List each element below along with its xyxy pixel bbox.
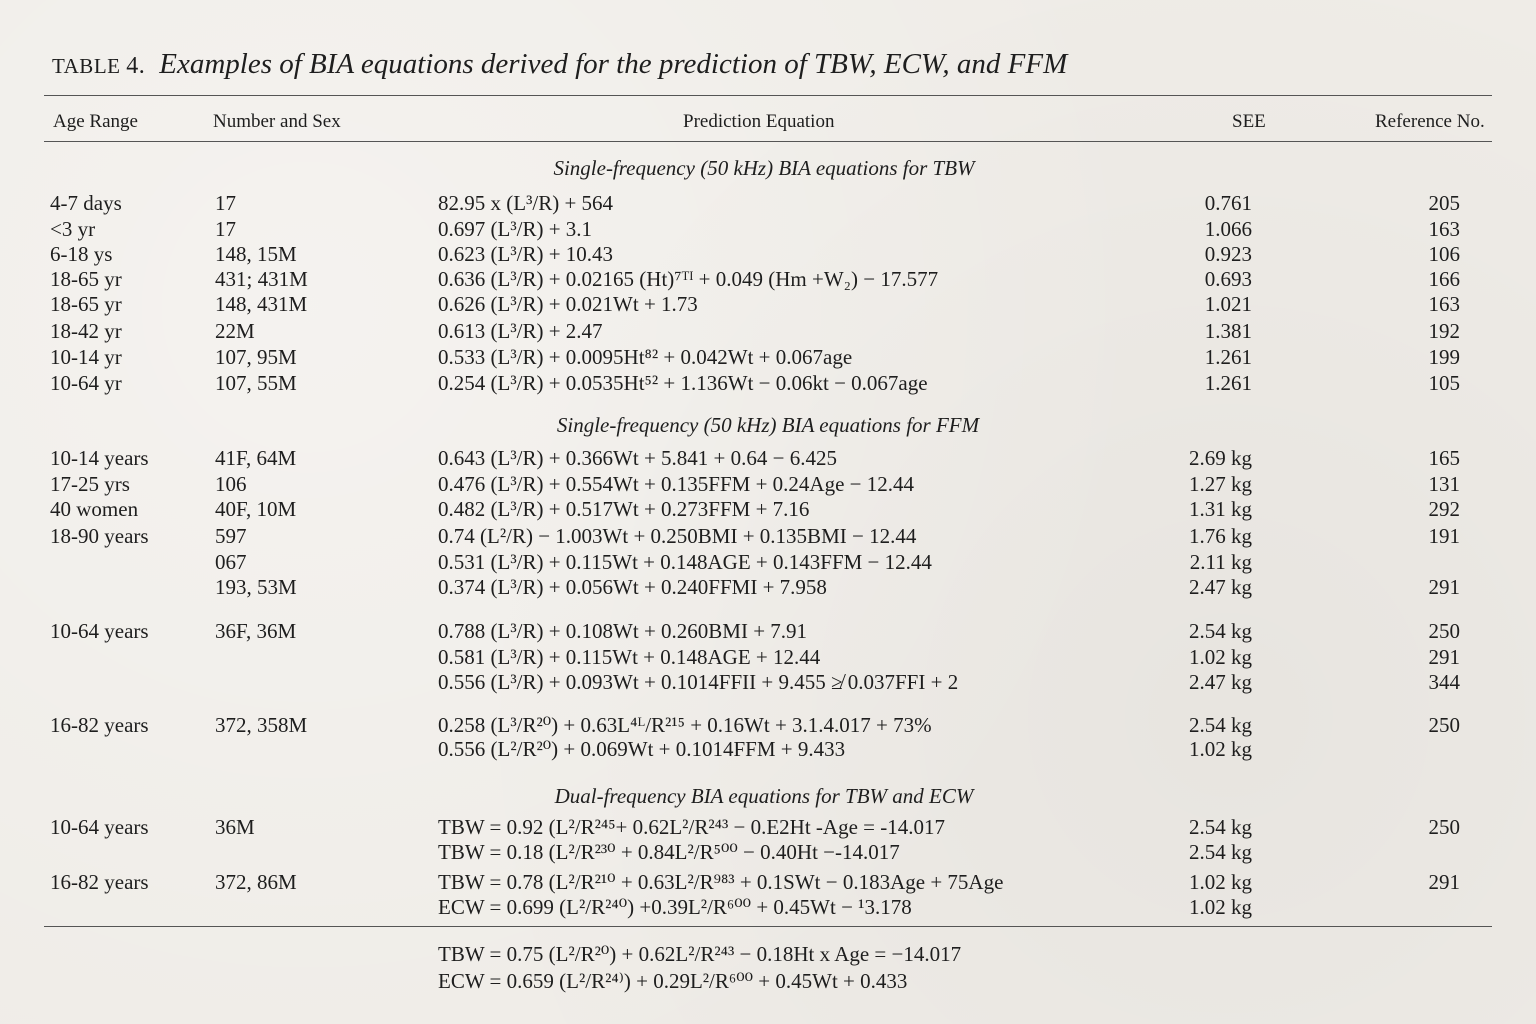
- table-row: [0, 895, 1536, 921]
- table-row: [0, 345, 1536, 371]
- cell-see: 0.923: [1204, 242, 1252, 266]
- cell-see: 1.27 kg: [1189, 472, 1252, 496]
- table-row: [0, 737, 1536, 763]
- cell-number-sex: 107, 55M: [215, 371, 297, 395]
- cell-age-range: 18-90 years: [50, 524, 149, 548]
- cell-reference-no: 344: [1428, 670, 1460, 694]
- cell-age-range: 16-82 years: [50, 713, 149, 737]
- footer-equation: TBW = 0.75 (L²/R²⁰) + 0.62L²/R²⁴³ − 0.18Ht x Age = −14.017: [438, 942, 962, 966]
- cell-see: 2.54 kg: [1189, 815, 1252, 839]
- cell-see: 2.54 kg: [1189, 713, 1252, 737]
- cell-see: 1.261: [1204, 371, 1252, 395]
- cell-number-sex: 107, 95M: [215, 345, 297, 369]
- table-caption: Examples of BIA equations derived for the prediction of TBW, ECW, and FFM: [159, 48, 1068, 80]
- section-heading-dual-frequency: Dual-frequency BIA equations for TBW and ECW: [554, 784, 974, 808]
- cell-age-range: 16-82 years: [50, 870, 149, 894]
- cell-see: 2.11 kg: [1189, 550, 1252, 574]
- cell-see: 2.54 kg: [1189, 619, 1252, 643]
- cell-number-sex: 597: [215, 524, 247, 548]
- table-row: [0, 371, 1536, 397]
- cell-age-range: 6-18 ys: [50, 242, 113, 266]
- cell-reference-no: 291: [1428, 870, 1460, 894]
- table-row: [0, 645, 1536, 671]
- cell-prediction-equation: TBW = 0.18 (L²/R²³⁰ + 0.84L²/R⁵⁰⁰ − 0.40Ht −-14.017: [438, 840, 900, 864]
- cell-prediction-equation: 0.788 (L³/R) + 0.108Wt + 0.260BMI + 7.91: [438, 619, 808, 643]
- cell-reference-no: 163: [1428, 292, 1460, 316]
- cell-prediction-equation: 0.254 (L³/R) + 0.0535Ht⁵² + 1.136Wt − 0.06kt − 0.067age: [438, 371, 928, 395]
- top-rule: [44, 95, 1492, 96]
- header-number-sex: Number and Sex: [213, 111, 341, 132]
- cell-reference-no: 163: [1428, 217, 1460, 241]
- cell-age-range: 17-25 yrs: [50, 472, 130, 496]
- cell-prediction-equation: 0.626 (L³/R) + 0.021Wt + 1.73: [438, 292, 698, 316]
- header-prediction-equation: Prediction Equation: [683, 111, 835, 132]
- cell-reference-no: 192: [1428, 319, 1460, 343]
- table-row: [0, 446, 1536, 472]
- cell-number-sex: 431; 431M: [215, 267, 308, 291]
- cell-reference-no: 291: [1428, 645, 1460, 669]
- cell-age-range: 18-42 yr: [50, 319, 122, 343]
- cell-reference-no: 199: [1428, 345, 1460, 369]
- table-row: [0, 870, 1536, 896]
- cell-prediction-equation: 0.482 (L³/R) + 0.517Wt + 0.273FFM + 7.16: [438, 497, 810, 521]
- cell-number-sex: 41F, 64M: [215, 446, 297, 470]
- cell-reference-no: 250: [1428, 713, 1460, 737]
- cell-see: 1.02 kg: [1189, 870, 1252, 894]
- cell-prediction-equation: 0.258 (L³/R²⁰) + 0.63L⁴ᴸ/R²¹⁵ + 0.16Wt + 3.1.4.017 + 73%: [438, 713, 932, 737]
- table-row: [0, 575, 1536, 601]
- cell-reference-no: 292: [1428, 497, 1460, 521]
- cell-prediction-equation: 0.697 (L³/R) + 3.1: [438, 217, 593, 241]
- cell-prediction-equation: ECW = 0.699 (L²/R²⁴⁰) +0.39L²/R⁶⁰⁰ + 0.45Wt − ¹3.178: [438, 895, 912, 919]
- cell-prediction-equation: 0.476 (L³/R) + 0.554Wt + 0.135FFM + 0.24Age − 12.44: [438, 472, 914, 496]
- table-label: [52, 54, 145, 78]
- cell-age-range: 18-65 yr: [50, 292, 122, 316]
- cell-see: 1.31 kg: [1189, 497, 1252, 521]
- cell-prediction-equation: 0.643 (L³/R) + 0.366Wt + 5.841 + 0.64 − 6.425: [438, 446, 837, 470]
- header-see: SEE: [1232, 111, 1266, 132]
- cell-age-range: 40 women: [50, 497, 139, 521]
- cell-prediction-equation: 0.581 (L³/R) + 0.115Wt + 0.148AGE + 12.44: [438, 645, 821, 669]
- cell-prediction-equation: TBW = 0.78 (L²/R²¹⁰ + 0.63L²/R⁹⁸³ + 0.1SWt − 0.183Age + 75Age: [438, 870, 1004, 894]
- cell-prediction-equation: 0.556 (L³/R) + 0.093Wt + 0.1014FFII + 9.455 ≱ 0.037FFI + 2: [438, 670, 959, 694]
- footer-equation: ECW = 0.659 (L²/R²⁴⁾) + 0.29L²/R⁶⁰⁰ + 0.45Wt + 0.433: [438, 969, 908, 993]
- cell-reference-no: 191: [1428, 524, 1460, 548]
- cell-prediction-equation: TBW = 0.92 (L²/R²⁴⁵+ 0.62L²/R²⁴³ − 0.E2Ht -Age = -14.017: [438, 815, 945, 839]
- table-row: [0, 670, 1536, 696]
- cell-reference-no: 166: [1428, 267, 1460, 291]
- table-row: [0, 840, 1536, 866]
- cell-number-sex: 148, 15M: [215, 242, 297, 266]
- table-row: [0, 472, 1536, 498]
- cell-reference-no: 205: [1428, 191, 1460, 215]
- table-row: [0, 524, 1536, 550]
- cell-prediction-equation: 0.636 (L³/R) + 0.02165 (Ht)⁷ᵀᴵ + 0.049 (Hm +W₂) − 17.577: [438, 267, 939, 291]
- table-row: [0, 292, 1536, 318]
- cell-see: 0.693: [1204, 267, 1252, 291]
- cell-see: 1.021: [1204, 292, 1252, 316]
- cell-reference-no: 165: [1428, 446, 1460, 470]
- cell-number-sex: 193, 53M: [215, 575, 297, 599]
- cell-number-sex: 148, 431M: [215, 292, 308, 316]
- cell-prediction-equation: 82.95 x (L³/R) + 564: [438, 191, 614, 215]
- section-heading-tbw: Single-frequency (50 kHz) BIA equations for TBW: [553, 156, 975, 180]
- cell-prediction-equation: 0.623 (L³/R) + 10.43: [438, 242, 614, 266]
- cell-age-range: 10-64 years: [50, 815, 149, 839]
- table-row: [0, 191, 1536, 217]
- cell-age-range: 18-65 yr: [50, 267, 122, 291]
- cell-number-sex: 106: [215, 472, 247, 496]
- cell-age-range: 10-14 years: [50, 446, 149, 470]
- cell-prediction-equation: 0.613 (L³/R) + 2.47: [438, 319, 603, 343]
- table-row: [0, 217, 1536, 243]
- cell-number-sex: 067: [215, 550, 247, 574]
- header-age-range: Age Range: [53, 111, 138, 132]
- cell-see: 2.54 kg: [1189, 840, 1252, 864]
- cell-see: 1.02 kg: [1189, 895, 1252, 919]
- cell-see: 1.02 kg: [1189, 645, 1252, 669]
- table-row: [0, 497, 1536, 523]
- cell-age-range: <3 yr: [50, 217, 96, 241]
- cell-number-sex: 372, 86M: [215, 870, 297, 894]
- cell-reference-no: 105: [1428, 371, 1460, 395]
- cell-reference-no: 106: [1428, 242, 1460, 266]
- cell-number-sex: 36M: [215, 815, 255, 839]
- bottom-rule: [44, 926, 1492, 927]
- cell-prediction-equation: 0.556 (L²/R²⁰) + 0.069Wt + 0.1014FFM + 9.433: [438, 737, 846, 761]
- cell-see: 0.761: [1204, 191, 1252, 215]
- table-row: [0, 550, 1536, 576]
- table-number: 4.: [126, 53, 146, 79]
- table-row: [0, 815, 1536, 841]
- cell-age-range: 4-7 days: [50, 191, 122, 215]
- cell-reference-no: 291: [1428, 575, 1460, 599]
- cell-prediction-equation: 0.374 (L³/R) + 0.056Wt + 0.240FFMI + 7.958: [438, 575, 827, 599]
- cell-reference-no: 250: [1428, 815, 1460, 839]
- cell-reference-no: 250: [1428, 619, 1460, 643]
- cell-age-range: 10-64 years: [50, 619, 149, 643]
- cell-see: 2.47 kg: [1189, 575, 1252, 599]
- table-row: [0, 267, 1536, 293]
- cell-number-sex: 17: [215, 217, 236, 241]
- table-row: [0, 619, 1536, 645]
- cell-see: 1.02 kg: [1189, 737, 1252, 761]
- header-rule: [44, 141, 1492, 142]
- table-row: [0, 242, 1536, 268]
- cell-prediction-equation: 0.74 (L²/R) − 1.003Wt + 0.250BMI + 0.135BMI − 12.44: [438, 524, 917, 548]
- cell-prediction-equation: 0.533 (L³/R) + 0.0095Ht⁸² + 0.042Wt + 0.067age: [438, 345, 853, 369]
- table-row: [0, 713, 1536, 739]
- cell-number-sex: 40F, 10M: [215, 497, 297, 521]
- header-reference-no: Reference No.: [1375, 111, 1485, 132]
- table-title: [52, 48, 1067, 81]
- table-label-text: TABLE: [52, 54, 121, 78]
- cell-number-sex: 22M: [215, 319, 255, 343]
- cell-age-range: 10-64 yr: [50, 371, 122, 395]
- cell-prediction-equation: 0.531 (L³/R) + 0.115Wt + 0.148AGE + 0.143FFM − 12.44: [438, 550, 932, 574]
- cell-age-range: 10-14 yr: [50, 345, 122, 369]
- cell-see: 1.381: [1204, 319, 1252, 343]
- cell-see: 1.066: [1204, 217, 1252, 241]
- cell-number-sex: 17: [215, 191, 236, 215]
- cell-see: 2.47 kg: [1189, 670, 1252, 694]
- cell-reference-no: 131: [1428, 472, 1460, 496]
- cell-number-sex: 36F, 36M: [215, 619, 297, 643]
- section-heading-ffm: Single-frequency (50 kHz) BIA equations for FFM: [556, 413, 980, 437]
- cell-see: 2.69 kg: [1189, 446, 1252, 470]
- cell-number-sex: 372, 358M: [215, 713, 308, 737]
- cell-see: 1.76 kg: [1189, 524, 1252, 548]
- table-row: [0, 319, 1536, 345]
- cell-see: 1.261: [1204, 345, 1252, 369]
